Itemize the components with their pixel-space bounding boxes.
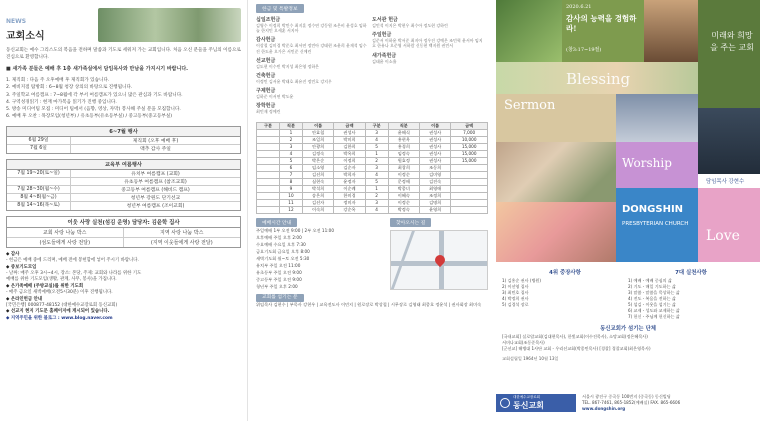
serving-table-cell: 5 — [279, 157, 302, 164]
camp-row — [7, 178, 240, 186]
serving-table-cell: 심현숙 — [302, 178, 333, 185]
notice-item: 2. 예비지점 탐방회 : 6~8월 청장 상의의 바탕으로 진행됩니다. — [6, 85, 133, 91]
notice-list — [6, 77, 241, 121]
serving-table-cell: 김한희 — [334, 143, 365, 150]
offering-column — [252, 0, 492, 421]
serving-table-cell — [451, 178, 488, 185]
serving-table-cell — [257, 157, 280, 164]
serving-table-cell: 3 — [365, 199, 388, 206]
offering-group-title: 선교헌금 — [256, 57, 276, 64]
church-logo — [496, 394, 576, 412]
directions — [390, 218, 488, 290]
offering-group — [256, 16, 369, 33]
news-title-block — [6, 18, 92, 42]
serving-table-cell — [257, 192, 280, 199]
serving-table-cell: 김명희 — [419, 199, 450, 206]
serving-table — [256, 122, 488, 214]
serving-table-cell: 이정순 — [388, 171, 419, 178]
serving-table-cell: 4 — [365, 171, 388, 178]
notice-item: 4. 구역성경읽기 : 현재 마가복음 읽기가 진행 중입니다. — [6, 99, 117, 105]
serving-table-cell: 1 — [365, 150, 388, 157]
photo-tile — [496, 0, 562, 62]
offering-group — [256, 57, 369, 69]
photo-tile — [496, 142, 616, 202]
photo-tile — [644, 0, 698, 62]
offering-section-tab: 한금 및 특발정보 — [256, 4, 304, 13]
camp-event: 청년부 여름캠프 (조이교회) — [126, 204, 185, 210]
serving-table-row — [257, 206, 488, 213]
offering-group-title: 십일조헌금 — [256, 17, 281, 23]
serving-table-cell — [257, 129, 280, 136]
serving-table-cell — [257, 150, 280, 157]
column-header: 금액 — [334, 122, 365, 129]
staff-section — [256, 294, 488, 308]
practice-line: 7) 헌신 - 주님께 헌신하는 삶 — [628, 314, 680, 319]
serving-table-cell: 송은희 — [302, 192, 333, 199]
church-name-en-2: PRESBYTERIAN CHURCH — [622, 221, 689, 227]
serving-table-cell — [257, 136, 280, 143]
serving-table-cell — [257, 206, 280, 213]
prayer-request-line: 3) 최민호 집사 — [502, 290, 529, 295]
serving-table-cell: 4 — [365, 136, 388, 143]
worship-line: 유치부 주일 오전 11:00 — [256, 262, 301, 268]
serving-table-cell: 윤영희 — [419, 206, 450, 213]
serving-table-cell: 홍현옥 — [388, 136, 419, 143]
column-header: 구분 — [257, 122, 280, 129]
serving-table-cell: 김진숙 — [419, 178, 450, 185]
serving-table-row — [257, 199, 488, 206]
offering-lists — [256, 16, 488, 118]
serving-table-cell: 7,000 — [451, 129, 488, 136]
offering-group — [372, 52, 485, 64]
column-header: 구분 — [365, 122, 388, 129]
sermon-headline: 감사의 능력을 경험하라! — [566, 14, 637, 33]
camp-event: 중고등부 여름캠프 (해비드 캠프) — [121, 187, 190, 193]
practice-line: 2) 기도 - 매일 기도하는 삶 — [628, 284, 676, 289]
share-cell: (섬도들에게 사랑 전달) — [7, 238, 124, 247]
schedule-event: 제직회 (오후 예배 후) — [132, 138, 179, 144]
worship-times — [256, 218, 386, 290]
offering-group-title: 주일헌금 — [372, 32, 392, 39]
founded-date: 교회설립일 1964년 10월 13일 — [502, 356, 559, 361]
online-offering-text: [국민은행] 000877-48152 (대한예수교장로회 동신교회) — [6, 303, 118, 309]
serving-table-cell: 10 — [279, 192, 302, 199]
serving-table-row — [257, 178, 488, 185]
love-tile — [698, 188, 760, 262]
schedule-table — [6, 126, 241, 154]
supported-orgs — [502, 334, 754, 352]
serving-table-cell: 이순례 — [334, 185, 365, 192]
offering-group-names: 김민석 이지은 박현우 최수아 정도현 강하린 — [372, 23, 448, 28]
serving-table-cell: 권성사 — [419, 157, 450, 164]
supported-org-line: [군선교] 해병대 1사단 교회 - 우리선교회(박종민목사) [경찰] 경찰교회(최은영목사) — [502, 346, 651, 351]
church-name-en: DONGSHIN — [622, 204, 684, 215]
serving-table-cell: 15,000 — [451, 157, 488, 164]
serving-table-cell: 원효정 — [388, 157, 419, 164]
serving-table-cell — [257, 199, 280, 206]
serving-table-body — [257, 129, 488, 213]
headline-tile — [562, 0, 644, 62]
serving-table-cell — [451, 199, 488, 206]
serving-table-row — [257, 171, 488, 178]
cover-collage — [496, 0, 760, 262]
serving-table-cell: 박정숙 — [388, 206, 419, 213]
schedule-date: 7월 6일 — [7, 145, 71, 153]
serving-table-cell: 최영애 — [419, 185, 450, 192]
worship-line: 유초등부 주일 오전 9:00 — [256, 269, 302, 275]
sermon-tile — [496, 94, 616, 142]
staff-section-tab: 교회를 섬기는 분 — [256, 294, 304, 302]
offering-group-title: 건축헌금 — [256, 73, 276, 80]
camp-date — [7, 178, 71, 185]
worship-line: 중고등부 주일 오전 9:00 — [256, 276, 302, 282]
notice-item: 3. 주일학교 여름캠프 : 7~8월에 각 부서 여름캠프가 있으니 많은 관심과 기도 바랍니다. — [6, 92, 183, 98]
serving-table-cell: 안광희 — [302, 143, 333, 150]
serving-table-cell: 박미희 — [334, 136, 365, 143]
photo-tile — [616, 94, 698, 142]
serving-table-cell: 최창희 — [388, 164, 419, 171]
serving-table-cell: 3 — [365, 129, 388, 136]
serving-table-cell: 9 — [279, 185, 302, 192]
prayer-request-line: 5) 김경석 장로 — [502, 302, 529, 307]
schedule-date: 6월 29일 — [7, 137, 71, 144]
prayer-request-line: 2) 이선영 집사 — [502, 284, 529, 289]
groups-text-2: 예배를 위한 기도모임(생활, 관계, 사무, 봉사)을 가집니다. — [6, 277, 117, 283]
serving-table-cell: 권성사 — [419, 136, 450, 143]
serving-table-cell: 정미자 — [334, 199, 365, 206]
serving-table-cell: 김미영 — [419, 171, 450, 178]
serving-table-cell: 권성사 — [419, 143, 450, 150]
serving-table-cell — [257, 185, 280, 192]
serving-table-cell: 12 — [279, 206, 302, 213]
serving-table-cell: 한미경 — [334, 192, 365, 199]
camp-event: 유초등부 여름캠프 (참조교회) — [124, 179, 187, 185]
news-header — [6, 4, 241, 42]
column-header: 직분 — [279, 122, 302, 129]
offering-group — [256, 36, 369, 53]
serving-table-cell: 15,000 — [451, 150, 488, 157]
camp-row — [7, 170, 240, 178]
serving-table-row — [257, 164, 488, 171]
church-tagline: 미래와 희망을 주는 교회 — [710, 31, 754, 52]
serving-table-cell — [451, 185, 488, 192]
prayer-request-line: 1) 김홍순 권사 (병원) — [502, 278, 541, 283]
serving-table-cell — [451, 164, 488, 171]
schedule-title: 6~7월 행사 — [7, 127, 240, 137]
column-header: 금액 — [451, 122, 488, 129]
practice-line: 6) 교제 - 성도와 교제하는 삶 — [628, 308, 680, 313]
supported-org-line: [국내교회] 실로암교회(김대현목사), 한빛교회(이수진목사), 소망교회(정은혜목사) — [502, 334, 648, 339]
prayer-request-line: 4) 박정희 권사 — [502, 296, 529, 301]
worship-line: 새벽기도회 월~토 오전 5:30 — [256, 255, 310, 261]
offering-group-names: 김도현 이수빈 박지성 최은영 정하은 — [256, 63, 320, 69]
serving-table-cell: 박은순 — [302, 157, 333, 164]
camp-date: 7월 28~30(월~수) — [7, 186, 71, 193]
pastor-name: 담임목사 강현수 — [706, 179, 745, 185]
offering-title: ◆ 감사 — [6, 251, 20, 257]
serving-table-row — [257, 136, 488, 143]
new-family-notice: ■ 새가족 분들은 예배 후 1층 새가족실에서 담임목사와 만남을 가지시기 바랍니다. — [6, 66, 189, 72]
serving-table-cell: 박옥희 — [334, 150, 365, 157]
offering-list-left — [256, 16, 372, 118]
photo-tile — [496, 202, 616, 262]
worship-tile — [616, 142, 698, 188]
practice-line: 3) 말씀 - 말씀을 묵상하는 삶 — [628, 290, 680, 295]
address-line: 서울시 광진구 중곡동 100번지 (중곡동) 동신빌딩 — [582, 394, 671, 399]
serving-table-cell: 김정숙 — [302, 150, 333, 157]
serving-table-cell: 권성사 — [334, 129, 365, 136]
worship-line: 수요예배 수요일 오후 7:30 — [256, 241, 306, 247]
camp-row — [7, 186, 240, 194]
column-header: 직분 — [388, 122, 419, 129]
offering-group-names: 김하준 이서연 박도윤 — [256, 94, 294, 100]
word-sermon: Sermon — [504, 98, 556, 113]
offering-group — [256, 102, 369, 114]
sermon-verse: (창3:17~19절) — [566, 47, 602, 53]
offering-group-title: 새가족헌금 — [372, 52, 397, 59]
offering-group — [256, 72, 369, 84]
offering-group-names: 김영수 이정희 박민수 최지훈 정수연 강동원 조은비 윤성호 임하늘 한지민 오세훈 서지아 — [256, 23, 367, 34]
blog-link[interactable]: ◆ 지역주민을 위한 블로그 : www.blog.naver.com — [6, 315, 113, 321]
word-blessing: Blessing — [566, 70, 631, 88]
serving-table-row — [257, 185, 488, 192]
news-photo — [98, 8, 241, 42]
serving-table-cell: 조정희 — [419, 192, 450, 199]
news-column — [0, 0, 248, 421]
worship-line: 오후예배 주일 오후 2:00 — [256, 234, 302, 240]
offering-group-title: 감사헌금 — [256, 37, 276, 44]
offering-list-right — [372, 16, 488, 118]
serving-table-cell: 김선자 — [302, 199, 333, 206]
serving-table-cell: 이정희 — [334, 157, 365, 164]
offering-text: - 헌금은 예배 중에 드리며, 예배 전에 봉헌함에 넣어 주시기 바랍니다. — [6, 258, 139, 264]
worship-line: 청년부 주일 오후 2:00 — [256, 283, 298, 289]
serving-table-cell: 윤해식 — [388, 129, 419, 136]
offering-group-names: 김준서 이하윤 박서준 최지아 정우진 강예은 조민혁 윤서아 임지호 한유나 오준영 서하람 신동현 백지원 권민서 — [372, 38, 483, 49]
serving-table-cell: 강순옥 — [334, 206, 365, 213]
serving-table-cell: 1 — [365, 185, 388, 192]
share-cell: 지역 사랑 나눔 박스 — [124, 228, 241, 238]
serving-table-cell: 권성사 — [419, 150, 450, 157]
logo-name: 동신교회 — [513, 401, 544, 410]
cross-icon — [500, 398, 510, 408]
serving-table-cell: 15,000 — [451, 143, 488, 150]
serving-table-cell: 이혜숙 — [388, 192, 419, 199]
meeting-info — [502, 268, 754, 320]
serving-table-cell — [451, 171, 488, 178]
serving-table-row — [257, 157, 488, 164]
practice-line: 5) 섬김 - 이웃을 섬기는 삶 — [628, 302, 676, 307]
serving-table-cell: 이정순 — [388, 199, 419, 206]
schedule-row — [7, 145, 240, 153]
worship-section-tab: 예배시간 안내 — [256, 218, 297, 227]
offering-group-title: 구제헌금 — [256, 88, 276, 95]
news-title: 교회소식 — [6, 31, 45, 42]
serving-table-cell: 문정애 — [388, 178, 419, 185]
serving-table-cell: 박희자 — [334, 171, 365, 178]
camp-event: 청년부 강원도 단기선교 — [130, 195, 181, 201]
mission-prayer-text: ◆ 선교지 현지 기도문 홈페이지에 게시되어 있습니다. — [6, 309, 110, 315]
serving-table-cell: 7 — [279, 171, 302, 178]
website-link[interactable]: www.dongshin.org — [582, 406, 626, 411]
pastor-caption-tile — [698, 174, 760, 188]
groups-text: - 날짜: 매주 오후 3시~4시, 장소: 본당, 주제: 교회와 나라를 위한 기도 — [6, 271, 142, 276]
serving-table-cell: 홍경희 — [388, 143, 419, 150]
serving-table-cell: 6 — [279, 164, 302, 171]
offering-group-names: 최민재 정예린 — [256, 109, 281, 115]
prayer-requests-title: 4위 중장사항 — [549, 270, 581, 276]
serving-table-cell: 조일희 — [302, 136, 333, 143]
camp-date: 8월 14~16(목~토) — [7, 202, 71, 210]
church-name-tile — [616, 188, 698, 262]
offering-group — [372, 16, 485, 28]
serving-table-cell: 박종녀 — [388, 185, 419, 192]
church-address — [582, 394, 680, 412]
notice-item: 5. 방송 미디어팀 모집 : 미디어 팀에서 (음향, 영상, 자막) 봉사해 주실 분을 모집합니다. — [6, 107, 181, 113]
serving-table-cell: 2 — [365, 192, 388, 199]
practice-line: 1) 예배 - 예배 중심의 삶 — [628, 278, 672, 283]
serving-table-cell — [257, 164, 280, 171]
camp-table — [6, 159, 241, 211]
serving-table-header — [257, 122, 488, 129]
schedule-row — [7, 137, 240, 145]
tagline-tile — [698, 0, 760, 108]
serving-table-cell: 2 — [279, 136, 302, 143]
serving-table-cell: 5 — [365, 143, 388, 150]
practice-list — [628, 268, 754, 320]
worship-line: 주일예배 1부 오전 9:00 | 2부 오전 11:00 — [256, 227, 334, 233]
serving-table-cell: 3 — [279, 143, 302, 150]
serving-table-cell — [257, 171, 280, 178]
serving-table-cell: 1 — [279, 129, 302, 136]
staff-text: 위임목사 김현수 | 부목사 강현우 | 교육전도사 이민지 | 원로장로 박상철 | 시무장로 김영태 최종호 정윤석 | 권사회장 최미숙 — [256, 301, 482, 307]
serving-table-cell: 5 — [365, 178, 388, 185]
offering-group-title: 도서관 헌금 — [372, 17, 398, 23]
online-offering-title: ◆ 온라인헌금 안내 — [6, 296, 43, 302]
offering-group-title: 장학헌금 — [256, 103, 276, 110]
bulletin-date: 2020.6.21 — [566, 4, 592, 10]
offering-group — [256, 87, 369, 99]
serving-table-cell: 11 — [279, 199, 302, 206]
serving-table-cell: 임소영 — [302, 164, 333, 171]
serving-table-cell: 조동희 — [419, 164, 450, 171]
camp-date: 8월 4~8(월~금) — [7, 194, 71, 201]
camp-prayer-text: - 매주 금요일 새벽예배(오전5시30분) 이후 진행됩니다. — [6, 290, 113, 296]
serving-table-cell — [451, 206, 488, 213]
serving-table-cell: 8 — [279, 178, 302, 185]
serving-table-cell: 2 — [365, 157, 388, 164]
serving-table-cell: 김선희 — [302, 171, 333, 178]
practice-list-title: 7대 실천사항 — [675, 270, 707, 276]
offering-group-names: 김태윤 이소율 — [372, 58, 397, 64]
share-cell: 교회 사랑 나눔 박스 — [7, 228, 124, 238]
supported-orgs-title: 동신교회가 섬기는 단체 — [600, 326, 656, 332]
share-title: 이웃 사랑 실천(섬김 운영) 담당자: 김윤학 집사 — [7, 217, 240, 228]
serving-table-cell: 권성사 — [419, 129, 450, 136]
directions-section-tab: 찾아오시는 길 — [390, 218, 431, 227]
offering-group — [372, 31, 485, 48]
serving-table-cell: 4 — [365, 206, 388, 213]
word-worship: Worship — [622, 156, 672, 170]
column-header: 이름 — [302, 122, 333, 129]
serving-table-cell: 윤정자 — [334, 178, 365, 185]
pastor-photo — [698, 108, 760, 174]
photo-tile — [496, 62, 698, 94]
serving-table-row — [257, 129, 488, 136]
serving-table-row — [257, 150, 488, 157]
serving-table-cell — [257, 178, 280, 185]
share-box — [6, 216, 241, 248]
word-love: Love — [706, 228, 740, 244]
camp-row — [7, 194, 240, 202]
share-grid — [7, 228, 240, 247]
prayer-requests — [502, 268, 628, 320]
serving-table-cell: 3 — [365, 164, 388, 171]
practice-line: 4) 전도 - 복음을 전하는 삶 — [628, 296, 676, 301]
serving-table-row — [257, 143, 488, 150]
serving-table-cell — [257, 143, 280, 150]
news-label: NEWS — [6, 18, 27, 25]
schedule-event: 맥추 감사 주일 — [140, 147, 171, 153]
serving-table-cell: 임정숙 — [388, 150, 419, 157]
serving-table-cell: 김순자 — [334, 164, 365, 171]
news-intro: 동신교회는 예수 그리스도의 복음을 전하며 말씀과 기도로 세워져 가는 교회입니다. 처음 오신 분들을 주님의 이름으로 진심으로 환영합니다. — [6, 48, 241, 60]
cover-column — [496, 0, 760, 421]
supported-org-line: 서머나교회(조동준목사) — [502, 340, 545, 345]
notice-item: 1. 제직회 : 다음 주 오후예배 후 제직회가 있습니다. — [6, 78, 110, 83]
serving-table-cell: 박석희 — [302, 185, 333, 192]
footer — [496, 391, 748, 415]
logo-subtitle: 대한예수교장로회 — [513, 395, 541, 399]
share-cell: (지역 이웃들에게 사랑 전달) — [150, 239, 213, 246]
cover-lower — [496, 264, 760, 421]
camp-prayer-title: ◆ 은가족예배 (주방교실)를 위한 기도회 — [6, 283, 84, 289]
serving-table-cell: 4 — [279, 150, 302, 157]
camp-title: 교육부 여름행사 — [7, 160, 240, 170]
camp-event: 유치부 여름캠프 (교회) — [131, 171, 180, 177]
offering-group-names: 이상철 김미경 박준호 최서연 정민아 강태현 조윤희 윤재석 임수진 한도윤 오가은 서민준 신예린 — [256, 43, 367, 54]
phone-line: TEL. 867-7461, 865-1852(예배실) FAX. 865-6606 — [582, 400, 681, 405]
groups-title: ◆ 중보기도모임 — [6, 264, 37, 270]
worship-and-map — [256, 218, 488, 290]
camp-row — [7, 202, 240, 210]
serving-table-cell — [451, 192, 488, 199]
bullet-notices — [6, 252, 241, 322]
serving-table-cell: 이숙희 — [302, 206, 333, 213]
location-map[interactable] — [390, 230, 488, 290]
serving-table-cell: 10,000 — [451, 136, 488, 143]
offering-group-names: 이정민 김서윤 박태호 최유진 정민호 강지우 — [256, 79, 332, 85]
column-header: 이름 — [419, 122, 450, 129]
serving-table-row — [257, 192, 488, 199]
worship-line: 금요기도회 금요일 오후 8:00 — [256, 248, 310, 254]
notice-item: 6. 예배 후 오찬 : 목장모임(청년부) / 유초등부(유초등부실) / 중고등부(중고등부실) — [6, 114, 173, 120]
camp-date: 7월 19~20(토~일) — [7, 170, 71, 177]
serving-table-cell: 안효철 — [302, 129, 333, 136]
